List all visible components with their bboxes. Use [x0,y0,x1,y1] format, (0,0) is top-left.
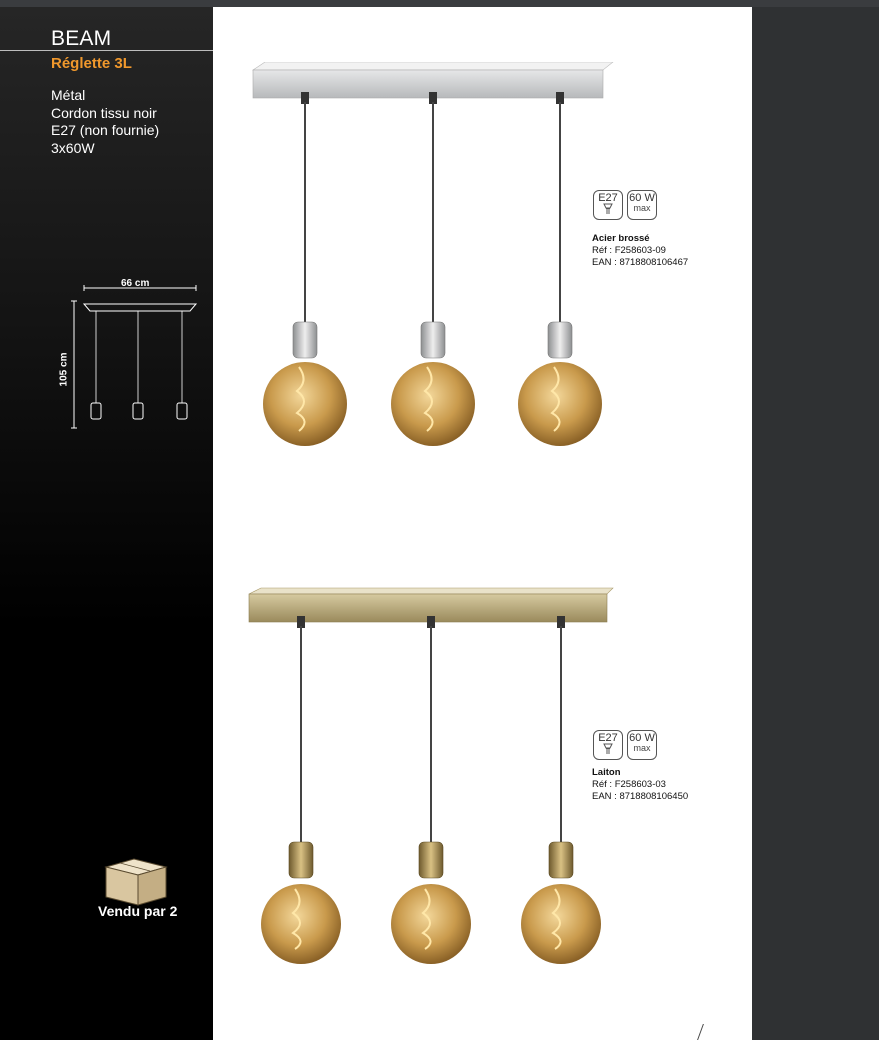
product-image-brass [243,584,623,984]
finish-label: Acier brossé [592,233,650,244]
badges-brass [593,730,657,760]
page-corner-mark [697,1024,712,1040]
title-divider [0,50,213,51]
dimension-diagram-icon [70,285,200,430]
ean-label: EAN : 8718808106450 [592,791,689,802]
e27-socket-icon [593,730,623,760]
badges-steel [593,190,657,220]
dimension-height-label: 105 cm [58,352,70,387]
product-info-steel [592,233,688,269]
reference-label: Réf : F258603-03 [592,779,666,790]
product-image-steel [243,62,623,462]
wattage-icon [627,190,657,220]
product-subtitle: Réglette 3L [51,55,132,72]
reference-label: Réf : F258603-09 [592,245,666,256]
product-info-brass [592,767,688,803]
box-icon [104,855,168,907]
sidebar [0,7,213,1040]
badge-max-label: max [633,743,651,753]
finish-label: Laiton [592,767,621,778]
badge-socket-label: E27 [598,732,618,744]
badge-watt-label: 60 W [629,732,655,744]
spec-material: Métal [51,87,86,103]
spec-socket: E27 (non fournie) [51,122,160,138]
top-bar [0,0,879,7]
sold-by-label: Vendu par 2 [98,903,178,919]
badge-max-label: max [633,203,651,213]
product-title: BEAM [51,27,112,50]
e27-socket-icon [593,190,623,220]
spec-cord: Cordon tissu noir [51,104,157,121]
catalog-page [213,7,752,1040]
wattage-icon [627,730,657,760]
spec-power: 3x60W [51,139,95,156]
ean-label: EAN : 8718808106467 [592,257,689,268]
spec-list [51,87,159,157]
badge-socket-label: E27 [598,192,618,204]
badge-watt-label: 60 W [629,192,655,204]
dimension-width-label: 66 cm [121,278,150,289]
